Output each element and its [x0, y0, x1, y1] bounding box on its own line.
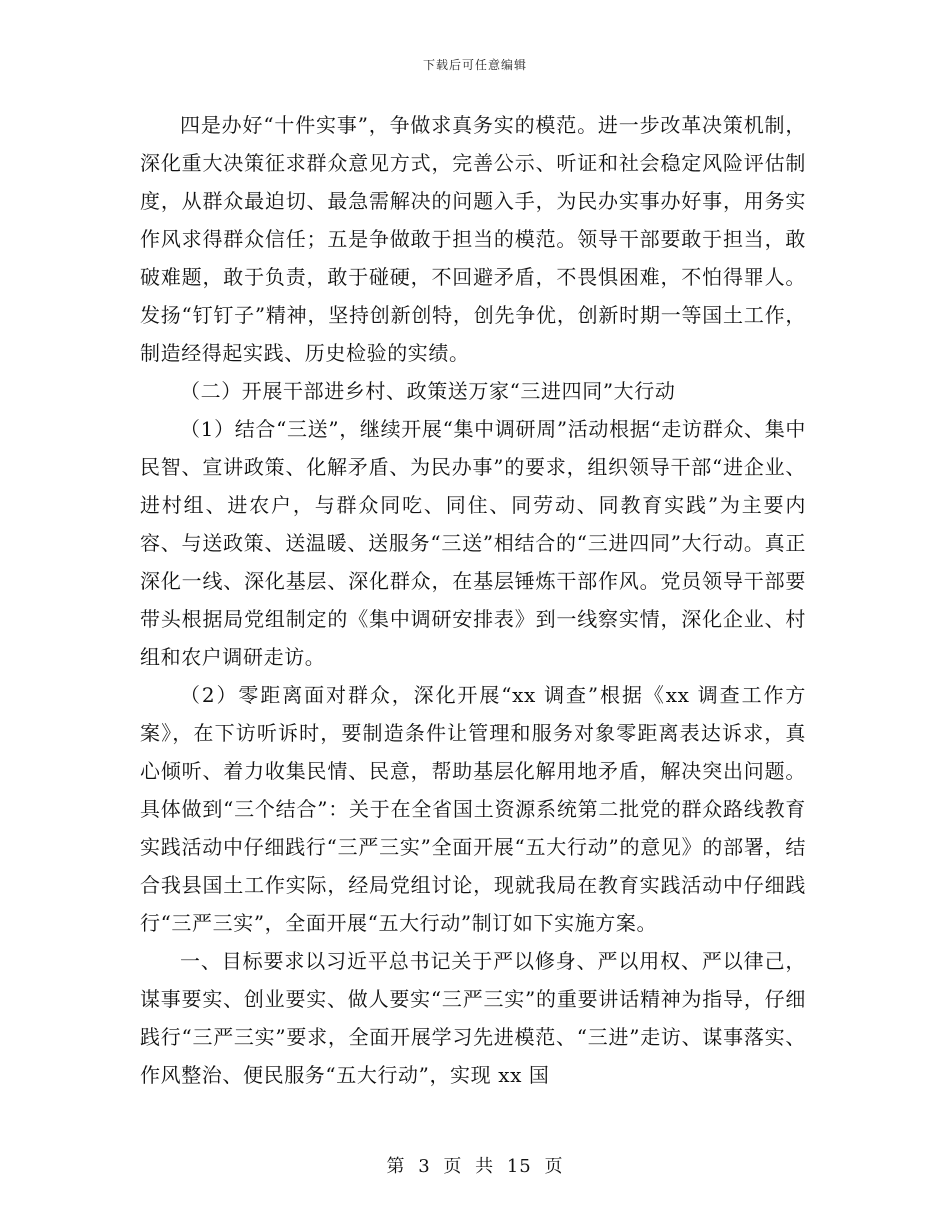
paragraph-item-1: （1）结合“三送”，继续开展“集中调研周”活动根据“走访群众、集中民智、宣讲政策、化解矛盾、为民办事”的要求，组织领导干部“进企业、进村组、进农户，与群众同吃、同住、同劳动、同教育实践”为主要内容、与送政策、送温暖、送服务“三送”相结合的“三进四同”大行动。真正深化一线、深化基层、深化群众，在基层锤炼干部作风。党员领导干部要带头根据局党组制定的《集中调研安排表》到一线察实情，深化企业、村组和农户调研走访。 — [140, 417, 806, 669]
paragraph-item-2: （2）零距离面对群众，深化开展“xx 调查”根据《xx 调查工作方案》，在下访听诉时，要制造条件让管理和服务对象零距离表达诉求，真心倾听、着力收集民情、民意，帮助基层化解用地矛盾，解决突出问题。具体做到“三个结合”：关于在全省国土资源系统第二批党的群众路线教育实践活动中仔细践行“三严三实”全面开展“五大行动”的意见》的部署，结合我县国土工作实际，经局党组讨论，现就我局在教育实践活动中仔细践行“三严三实”，全面开展“五大行动”制订如下实施方案。 — [140, 683, 806, 935]
paragraph-model-duties: 四是办好“十件实事”，争做求真务实的模范。进一步改革决策机制，深化重大决策征求群众意见方式，完善公示、听证和社会稳定风险评估制度，从群众最迫切、最急需解决的问题入手，为民办实事办好事，用务实作风求得群众信任；五是争做敢于担当的模范。领导干部要敢于担当，敢破难题，敢于负责，敢于碰硬，不回避矛盾，不畏惧困难，不怕得罪人。发扬“钉钉子”精神，坚持创新创特，创先争优，创新时期一等国土工作，制造经得起实践、历史检验的实绩。 — [140, 113, 806, 365]
document-body — [140, 106, 806, 1094]
section-heading-san-jin-si-tong: （二）开展干部进乡村、政策送万家“三进四同”大行动 — [180, 379, 676, 403]
page-number-footer: 第 3 页 共 15 页 — [386, 1156, 564, 1177]
page-header-note: 下载后可任意编辑 — [422, 58, 527, 72]
paragraph-goal-requirements: 一、目标要求以习近平总书记关于严以修身、严以用权、严以律己，谋事要实、创业要实、做人要实“三严三实”的重要讲话精神为指导，仔细践行“三严三实”要求，全面开展学习先进模范、“三进”走访、谋事落实、作风整治、便民服务“五大行动”，实现 xx 国 — [140, 949, 806, 1087]
